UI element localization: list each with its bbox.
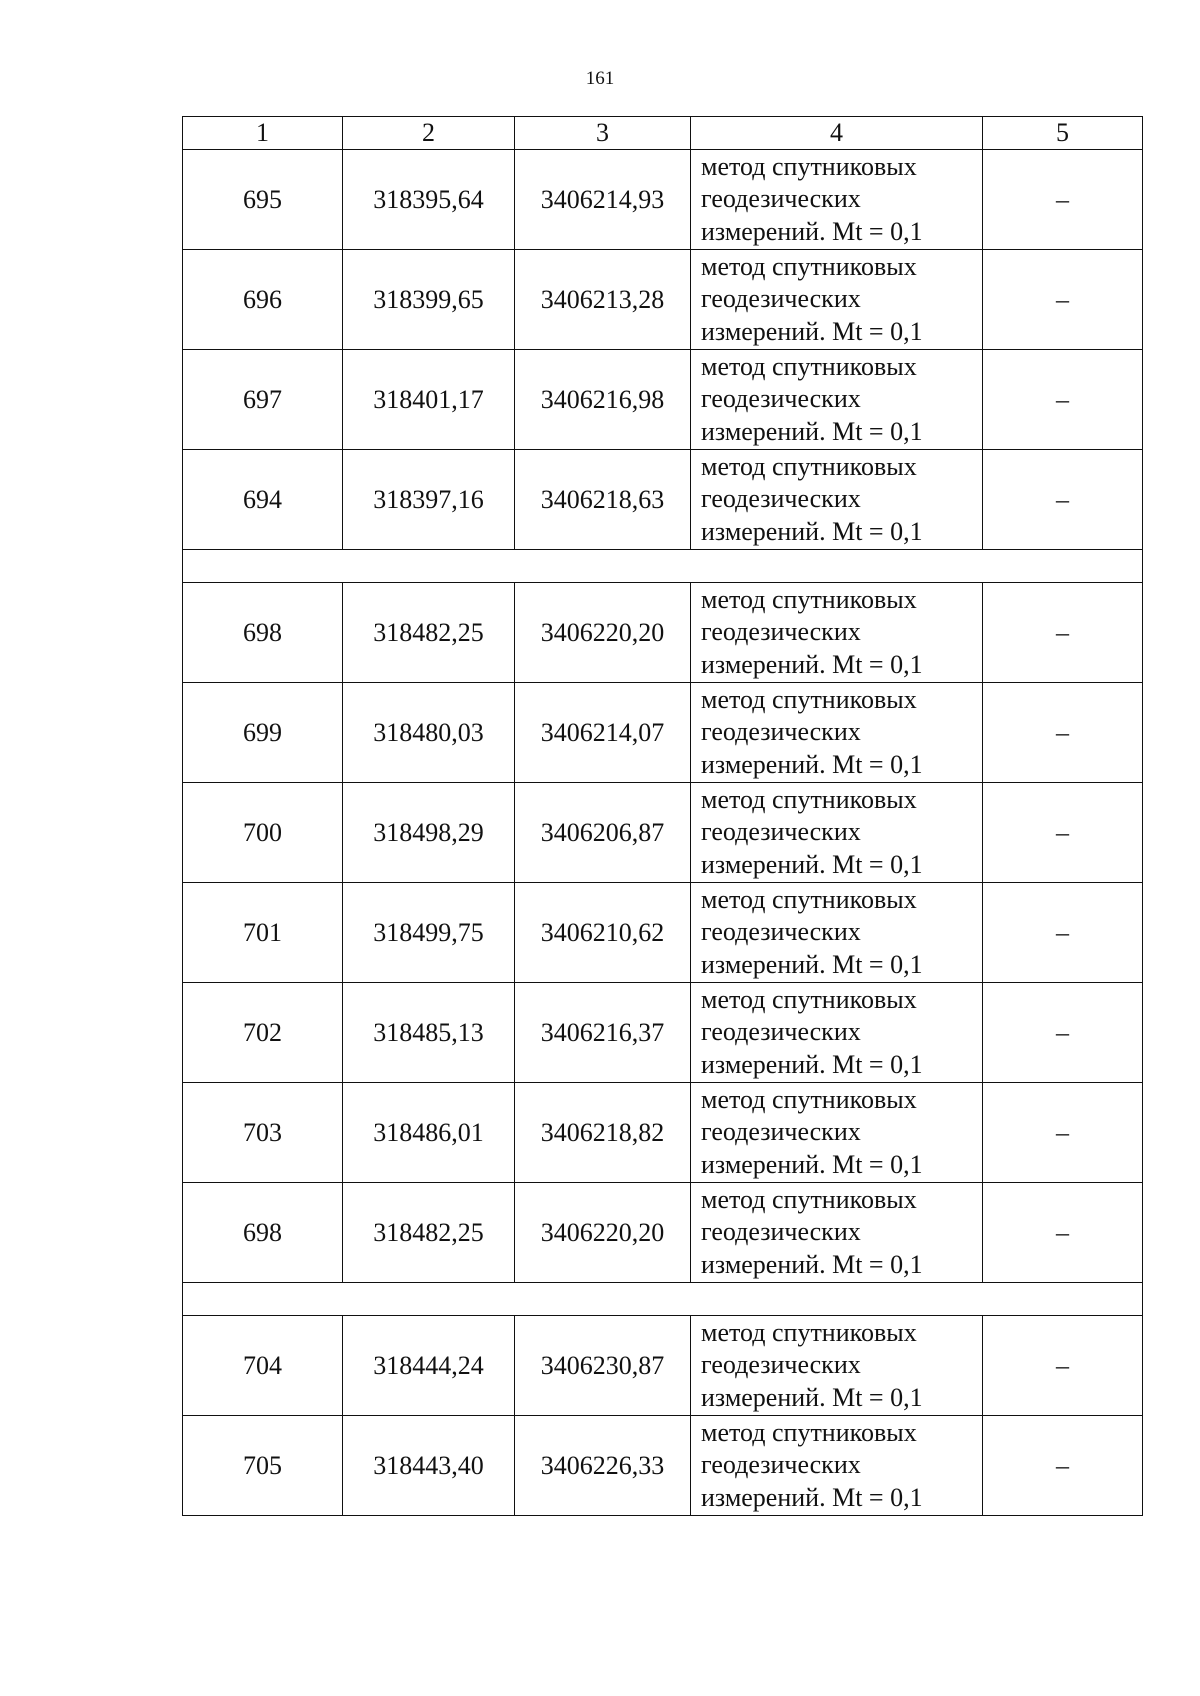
- method-line-2: геодезических: [701, 717, 861, 747]
- method-line-2: геодезических: [701, 1117, 861, 1147]
- method-line-1: метод спутниковых: [701, 1184, 917, 1214]
- note-cell: –: [983, 783, 1143, 883]
- method-line-2: геодезических: [701, 484, 861, 514]
- x-coordinate-cell: 318486,01: [343, 1083, 515, 1183]
- y-coordinate-cell: 3406213,28: [515, 250, 691, 350]
- method-line-2: геодезических: [701, 1217, 861, 1247]
- method-line-2: геодезических: [701, 184, 861, 214]
- method-line-1: метод спутниковых: [701, 684, 917, 714]
- x-coordinate-cell: 318499,75: [343, 883, 515, 983]
- note-cell: –: [983, 983, 1143, 1083]
- method-line-3: измерений. Mt = 0,1: [701, 749, 923, 779]
- table-row: [183, 450, 1143, 550]
- table-row: [183, 983, 1143, 1083]
- table-row: [183, 150, 1143, 250]
- y-coordinate-cell: 3406206,87: [515, 783, 691, 883]
- method-line-1: метод спутниковых: [701, 1417, 917, 1447]
- note-cell: –: [983, 883, 1143, 983]
- point-number-cell: 704: [183, 1316, 343, 1416]
- method-cell: [691, 1316, 983, 1416]
- method-line-1: метод спутниковых: [701, 451, 917, 481]
- method-cell: [691, 450, 983, 550]
- method-cell: [691, 1416, 983, 1516]
- y-coordinate-cell: 3406216,98: [515, 350, 691, 450]
- point-number-cell: 701: [183, 883, 343, 983]
- note-cell: –: [983, 350, 1143, 450]
- method-line-1: метод спутниковых: [701, 151, 917, 181]
- table-body: [183, 150, 1143, 1516]
- table-row: [183, 1416, 1143, 1516]
- method-line-3: измерений. Mt = 0,1: [701, 416, 923, 446]
- x-coordinate-cell: 318482,25: [343, 1183, 515, 1283]
- x-coordinate-cell: 318480,03: [343, 683, 515, 783]
- y-coordinate-cell: 3406220,20: [515, 583, 691, 683]
- method-line-3: измерений. Mt = 0,1: [701, 849, 923, 879]
- method-line-3: измерений. Mt = 0,1: [701, 1249, 923, 1279]
- method-line-3: измерений. Mt = 0,1: [701, 1382, 923, 1412]
- x-coordinate-cell: 318482,25: [343, 583, 515, 683]
- method-line-3: измерений. Mt = 0,1: [701, 516, 923, 546]
- y-coordinate-cell: 3406216,37: [515, 983, 691, 1083]
- y-coordinate-cell: 3406210,62: [515, 883, 691, 983]
- point-number-cell: 702: [183, 983, 343, 1083]
- method-cell: [691, 583, 983, 683]
- method-line-1: метод спутниковых: [701, 1317, 917, 1347]
- method-cell: [691, 1083, 983, 1183]
- point-number-cell: 699: [183, 683, 343, 783]
- point-number-cell: 697: [183, 350, 343, 450]
- table-row: [183, 1183, 1143, 1283]
- table-row: [183, 1083, 1143, 1183]
- x-coordinate-cell: 318401,17: [343, 350, 515, 450]
- method-cell: [691, 350, 983, 450]
- contour-separator-row: [183, 1283, 1143, 1316]
- y-coordinate-cell: 3406226,33: [515, 1416, 691, 1516]
- method-line-1: метод спутниковых: [701, 351, 917, 381]
- method-line-2: геодезических: [701, 384, 861, 414]
- y-coordinate-cell: 3406218,82: [515, 1083, 691, 1183]
- note-cell: –: [983, 450, 1143, 550]
- method-line-2: геодезических: [701, 1017, 861, 1047]
- method-line-3: измерений. Mt = 0,1: [701, 1049, 923, 1079]
- table-row: [183, 883, 1143, 983]
- point-number-cell: 695: [183, 150, 343, 250]
- table-header-row: [183, 117, 1143, 150]
- method-line-2: геодезических: [701, 1450, 861, 1480]
- note-cell: –: [983, 250, 1143, 350]
- x-coordinate-cell: 318444,24: [343, 1316, 515, 1416]
- method-line-3: измерений. Mt = 0,1: [701, 949, 923, 979]
- column-header-1: 1: [183, 117, 343, 150]
- method-line-1: метод спутниковых: [701, 984, 917, 1014]
- method-line-1: метод спутниковых: [701, 784, 917, 814]
- y-coordinate-cell: 3406214,07: [515, 683, 691, 783]
- y-coordinate-cell: 3406218,63: [515, 450, 691, 550]
- method-line-2: геодезических: [701, 917, 861, 947]
- x-coordinate-cell: 318443,40: [343, 1416, 515, 1516]
- method-cell: [691, 683, 983, 783]
- table-row: [183, 783, 1143, 883]
- method-line-2: геодезических: [701, 617, 861, 647]
- method-line-3: измерений. Mt = 0,1: [701, 1482, 923, 1512]
- point-number-cell: 698: [183, 583, 343, 683]
- column-header-5: 5: [983, 117, 1143, 150]
- point-number-cell: 694: [183, 450, 343, 550]
- coordinates-table: [182, 116, 1143, 1516]
- method-cell: [691, 983, 983, 1083]
- method-cell: [691, 1183, 983, 1283]
- x-coordinate-cell: 318399,65: [343, 250, 515, 350]
- method-line-3: измерений. Mt = 0,1: [701, 216, 923, 246]
- y-coordinate-cell: 3406214,93: [515, 150, 691, 250]
- point-number-cell: 700: [183, 783, 343, 883]
- note-cell: –: [983, 150, 1143, 250]
- contour-separator-cell: [183, 550, 1143, 583]
- method-line-1: метод спутниковых: [701, 1084, 917, 1114]
- y-coordinate-cell: 3406230,87: [515, 1316, 691, 1416]
- x-coordinate-cell: 318498,29: [343, 783, 515, 883]
- table-row: [183, 583, 1143, 683]
- table-row: [183, 250, 1143, 350]
- note-cell: –: [983, 1316, 1143, 1416]
- x-coordinate-cell: 318395,64: [343, 150, 515, 250]
- method-cell: [691, 150, 983, 250]
- method-line-2: геодезических: [701, 817, 861, 847]
- page-number: 161: [585, 68, 615, 89]
- method-cell: [691, 250, 983, 350]
- method-line-1: метод спутниковых: [701, 251, 917, 281]
- point-number-cell: 698: [183, 1183, 343, 1283]
- method-line-3: измерений. Mt = 0,1: [701, 1149, 923, 1179]
- contour-separator-cell: [183, 1283, 1143, 1316]
- note-cell: –: [983, 583, 1143, 683]
- method-line-3: измерений. Mt = 0,1: [701, 649, 923, 679]
- table-row: [183, 1316, 1143, 1416]
- column-header-2: 2: [343, 117, 515, 150]
- note-cell: –: [983, 683, 1143, 783]
- y-coordinate-cell: 3406220,20: [515, 1183, 691, 1283]
- method-cell: [691, 883, 983, 983]
- method-cell: [691, 783, 983, 883]
- point-number-cell: 696: [183, 250, 343, 350]
- x-coordinate-cell: 318397,16: [343, 450, 515, 550]
- table-row: [183, 350, 1143, 450]
- x-coordinate-cell: 318485,13: [343, 983, 515, 1083]
- column-header-4: 4: [691, 117, 983, 150]
- note-cell: –: [983, 1416, 1143, 1516]
- method-line-3: измерений. Mt = 0,1: [701, 316, 923, 346]
- note-cell: –: [983, 1083, 1143, 1183]
- table-row: [183, 683, 1143, 783]
- method-line-2: геодезических: [701, 1350, 861, 1380]
- method-line-2: геодезических: [701, 284, 861, 314]
- point-number-cell: 705: [183, 1416, 343, 1516]
- method-line-1: метод спутниковых: [701, 584, 917, 614]
- contour-separator-row: [183, 550, 1143, 583]
- point-number-cell: 703: [183, 1083, 343, 1183]
- column-header-3: 3: [515, 117, 691, 150]
- note-cell: –: [983, 1183, 1143, 1283]
- method-line-1: метод спутниковых: [701, 884, 917, 914]
